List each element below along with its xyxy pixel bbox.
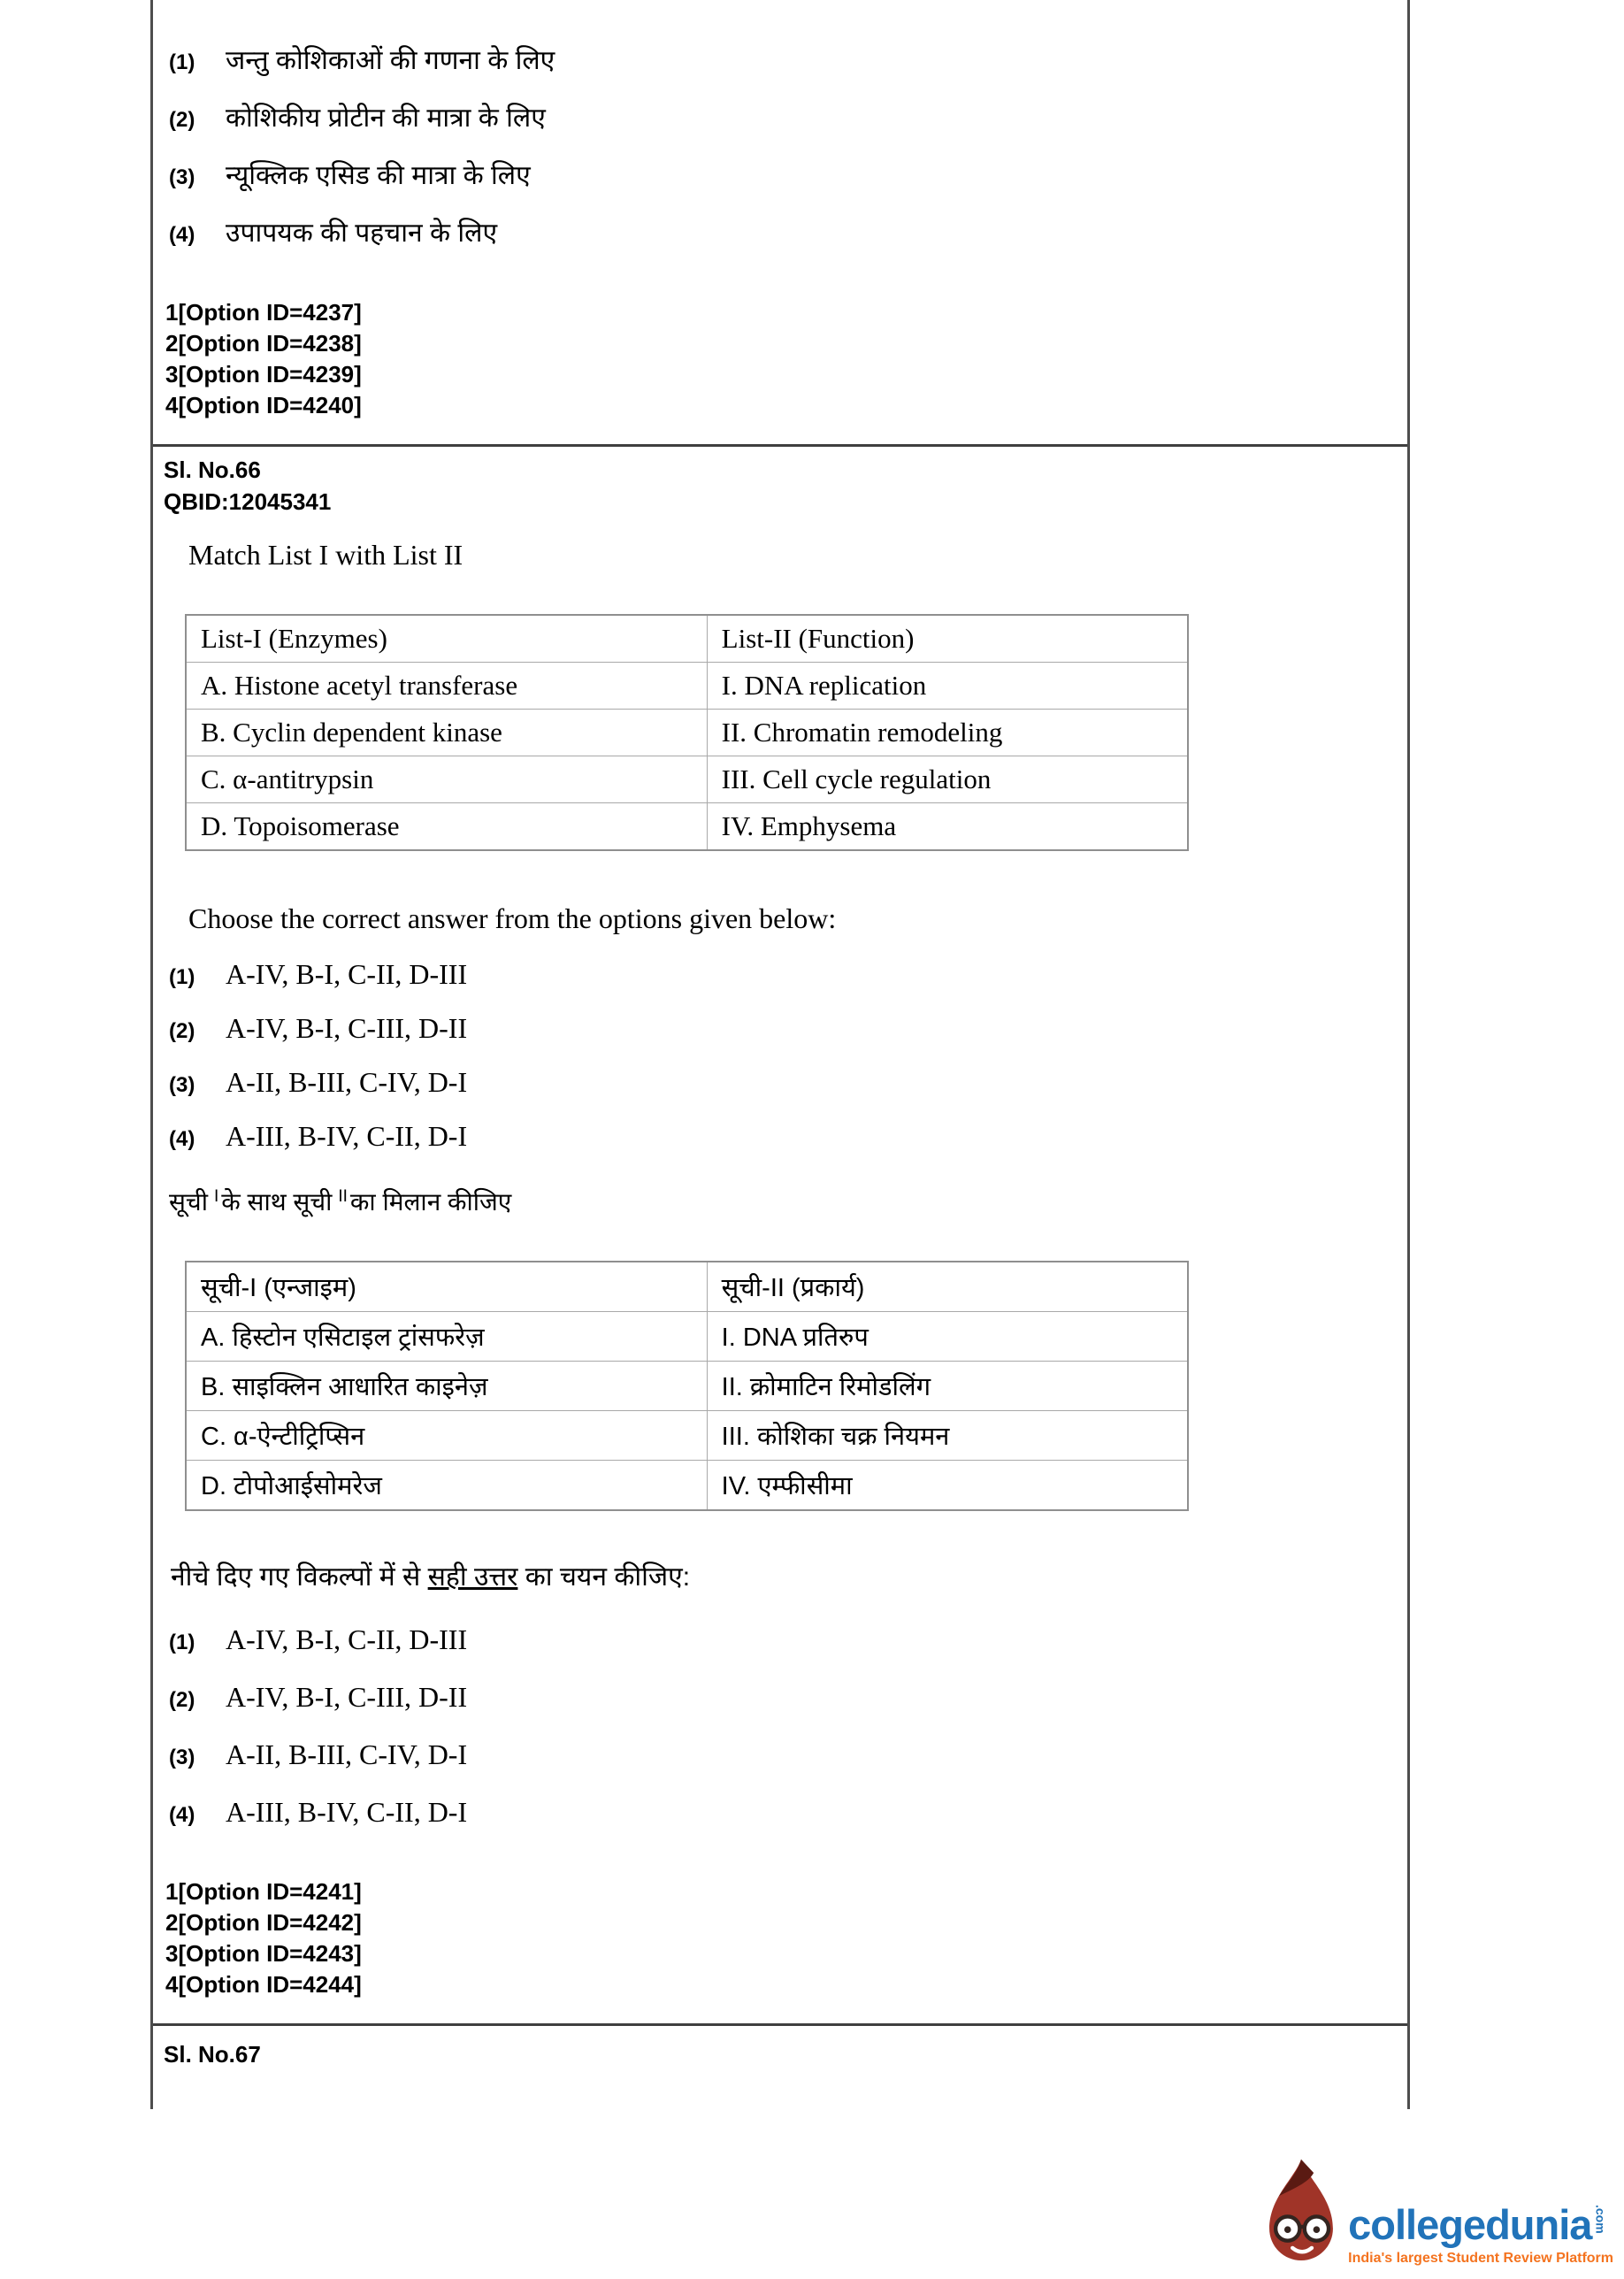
- table-header-row: [186, 615, 1188, 663]
- option-number: (2): [169, 108, 195, 132]
- collegedunia-mascot-icon: [1258, 2153, 1344, 2274]
- option-row: [169, 1120, 1393, 1153]
- table-cell: D. Topoisomerase: [186, 803, 707, 851]
- table-cell: II. क्रोमाटिन रिमोडलिंग: [707, 1362, 1188, 1411]
- table-header-cell: List-I (Enzymes): [186, 615, 707, 663]
- option-id: 2[Option ID=4238]: [165, 330, 362, 357]
- prompt-text: का मिलान कीजिए: [349, 1188, 512, 1216]
- list-numeral: I: [213, 1186, 219, 1206]
- table-header-row: [186, 1262, 1188, 1312]
- option-number: (3): [169, 165, 195, 189]
- option-number: (3): [169, 1073, 195, 1097]
- option-id: 4[Option ID=4240]: [165, 392, 362, 418]
- instruction-text: का चयन कीजिए:: [517, 1562, 691, 1592]
- table-cell: A. हिस्टोन एसिटाइल ट्रांसफरेज़: [186, 1312, 707, 1362]
- option-number: (2): [169, 1019, 195, 1043]
- option-text: A-IV, B-I, C-II, D-III: [226, 958, 468, 990]
- serial-number: Sl. No.66: [164, 457, 261, 483]
- document-frame: [150, 0, 1410, 2109]
- option-row: [169, 41, 1393, 77]
- option-row: [169, 213, 1393, 249]
- table-header-cell: List-II (Function): [707, 615, 1188, 663]
- serial-number: Sl. No.67: [164, 2041, 261, 2068]
- option-number: (4): [169, 1803, 195, 1827]
- underlined-text: सही उत्तर: [427, 1562, 518, 1592]
- table-row: [186, 1362, 1188, 1411]
- option-row: [169, 1681, 1393, 1714]
- option-number: (4): [169, 1127, 195, 1151]
- table-cell: I. DNA replication: [707, 663, 1188, 710]
- option-text: A-II, B-III, C-IV, D-I: [226, 1066, 468, 1098]
- table-cell: B. Cyclin dependent kinase: [186, 710, 707, 756]
- table-cell: III. Cell cycle regulation: [707, 756, 1188, 803]
- option-id: 1[Option ID=4241]: [165, 1878, 362, 1905]
- option-id: 3[Option ID=4243]: [165, 1940, 362, 1967]
- option-row: [169, 1012, 1393, 1045]
- logo-text: [1348, 2203, 1613, 2274]
- option-row: [169, 1623, 1393, 1656]
- options-group-english: [164, 958, 1393, 1153]
- option-text: A-III, B-IV, C-II, D-I: [226, 1796, 468, 1828]
- question-prompt-english: Match List I with List II: [188, 539, 463, 571]
- list-numeral: II: [338, 1186, 348, 1206]
- option-id: 2[Option ID=4242]: [165, 1909, 362, 1936]
- table-cell: C. α-antitrypsin: [186, 756, 707, 803]
- qbid: QBID:12045341: [164, 488, 332, 515]
- option-text: A-IV, B-I, C-III, D-II: [226, 1012, 468, 1044]
- prompt-text: के साथ सूची: [221, 1188, 333, 1216]
- table-cell: III. कोशिका चक्र नियमन: [707, 1411, 1188, 1461]
- option-number: (1): [169, 965, 195, 989]
- brand-tagline: India's largest Student Review Platform: [1348, 2251, 1613, 2266]
- option-id: 4[Option ID=4244]: [165, 1971, 362, 1998]
- option-id-block: [165, 297, 1393, 421]
- option-number: (2): [169, 1688, 195, 1712]
- table-cell: IV. एम्फीसीमा: [707, 1461, 1188, 1511]
- option-id-block: [165, 1876, 1393, 2000]
- table-row: [186, 663, 1188, 710]
- option-text: A-II, B-III, C-IV, D-I: [226, 1738, 468, 1770]
- table-cell: I. DNA प्रतिरुप: [707, 1312, 1188, 1362]
- brand-row: [1348, 2203, 1613, 2247]
- option-text: कोशिकीय प्रोटीन की मात्रा के लिए: [226, 104, 546, 133]
- table-row: [186, 710, 1188, 756]
- question-prompt-hindi: [169, 1185, 1393, 1218]
- option-number: (4): [169, 223, 195, 247]
- table-cell: II. Chromatin remodeling: [707, 710, 1188, 756]
- table-header-cell: सूची-I (एन्जाइम): [186, 1262, 707, 1312]
- table-row: [186, 1411, 1188, 1461]
- options-group-hindi: [164, 1623, 1393, 1829]
- table-cell: A. Histone acetyl transferase: [186, 663, 707, 710]
- option-number: (1): [169, 50, 195, 74]
- option-row: [169, 1796, 1393, 1829]
- question-67-section: [153, 2026, 1407, 2109]
- collegedunia-logo: [1258, 2153, 1613, 2274]
- option-text: उपापयक की पहचान के लिए: [226, 219, 498, 248]
- table-cell: IV. Emphysema: [707, 803, 1188, 851]
- brand-tld: .com: [1593, 2205, 1608, 2234]
- table-row: [186, 1461, 1188, 1511]
- option-text: A-IV, B-I, C-III, D-II: [226, 1681, 468, 1713]
- option-text: न्यूक्लिक एसिड की मात्रा के लिए: [226, 161, 531, 190]
- table-cell: D. टोपोआईसोमरेज: [186, 1461, 707, 1511]
- table-row: [186, 1312, 1188, 1362]
- list-match-table-english: [185, 614, 1189, 851]
- table-header-cell: सूची-II (प्रकार्य): [707, 1262, 1188, 1312]
- option-text: A-IV, B-I, C-II, D-III: [226, 1623, 468, 1655]
- table-row: [186, 756, 1188, 803]
- option-number: (1): [169, 1631, 195, 1654]
- option-id: 3[Option ID=4239]: [165, 361, 362, 388]
- option-text: जन्तु कोशिकाओं की गणना के लिए: [226, 46, 555, 75]
- brand-name: collegedunia: [1348, 2201, 1592, 2248]
- instruction-text: नीचे दिए गए विकल्पों में से: [171, 1562, 428, 1592]
- option-text: A-III, B-IV, C-II, D-I: [226, 1120, 468, 1152]
- table-cell: B. साइक्लिन आधारित काइनेज़: [186, 1362, 707, 1411]
- option-row: [169, 1066, 1393, 1099]
- option-row: [169, 98, 1393, 134]
- option-row: [169, 1738, 1393, 1771]
- list-match-table-hindi: [185, 1261, 1189, 1511]
- table-cell: C. α-ऐन्टीट्रिप्सिन: [186, 1411, 707, 1461]
- choose-instruction-english: Choose the correct answer from the options given below:: [188, 902, 837, 934]
- question-66-section: [153, 447, 1407, 2026]
- table-row: [186, 803, 1188, 851]
- previous-question-options-section: [153, 0, 1407, 447]
- option-row: [169, 958, 1393, 991]
- choose-instruction-hindi: [171, 1557, 1393, 1593]
- prompt-text: सूची: [169, 1188, 208, 1216]
- option-row: [169, 156, 1393, 192]
- option-number: (3): [169, 1746, 195, 1769]
- option-id: 1[Option ID=4237]: [165, 299, 362, 326]
